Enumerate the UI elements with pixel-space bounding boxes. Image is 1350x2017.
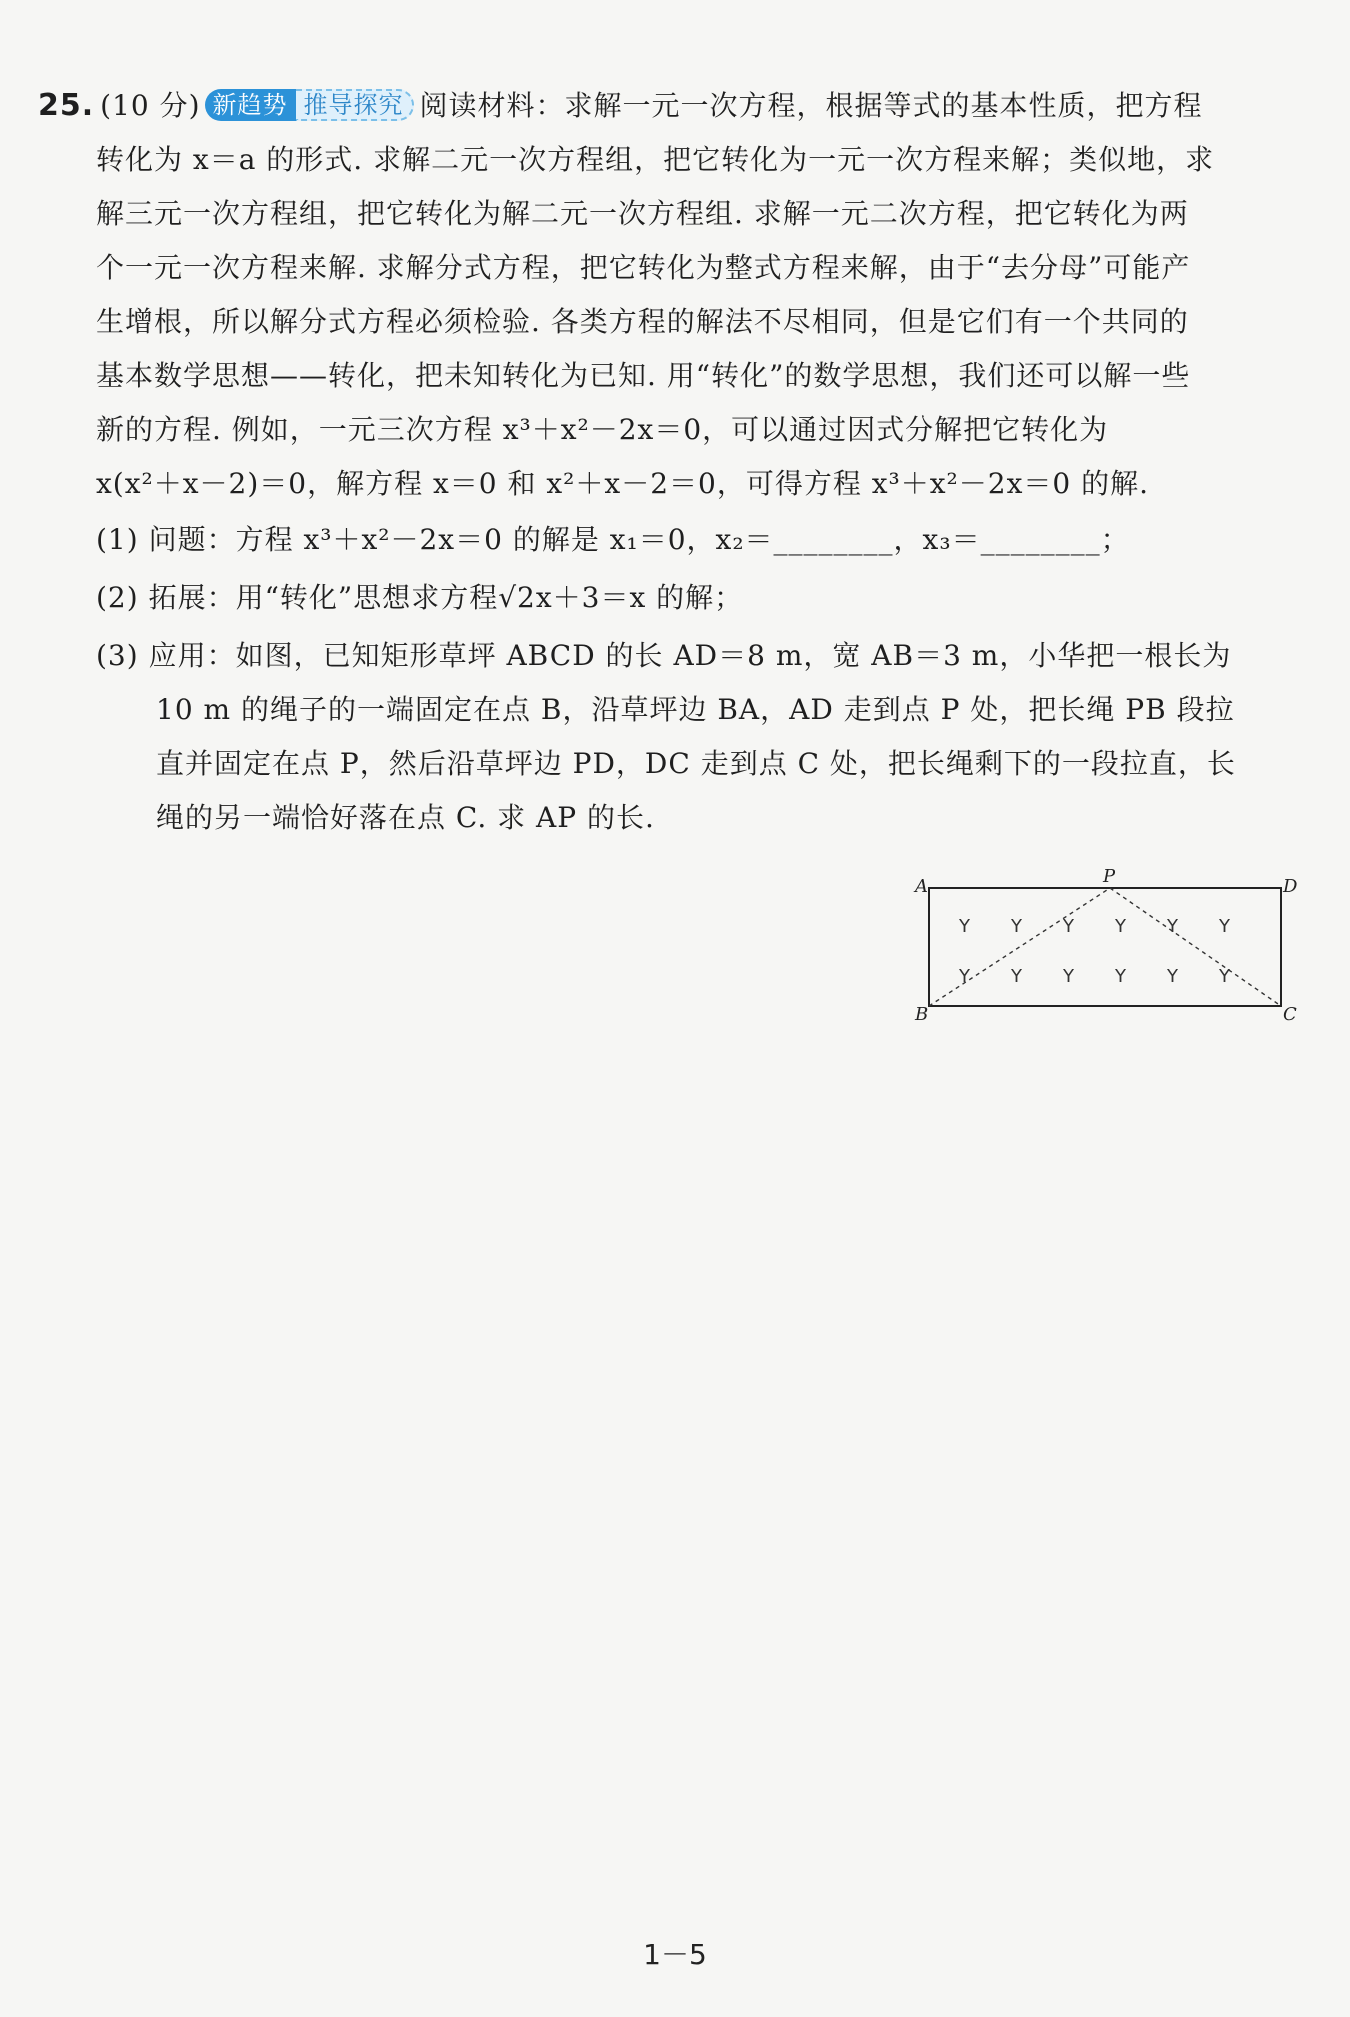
question-number: 25. (38, 88, 95, 123)
material-line-2: 转化为 x＝a 的形式. 求解二元一次方程组，把它转化为一元一次方程来解；类似地，求 (96, 143, 1215, 176)
material-line-4: 个一元一次方程来解. 求解分式方程，把它转化为整式方程来解，由于“去分母”可能产 (96, 251, 1191, 284)
part-3-line-1: (3) 应用：如图，已知矩形草坪 ABCD 的长 AD＝8 m，宽 AB＝3 m，小华把一根长为 (96, 639, 1232, 672)
lawn-diagram (915, 866, 1298, 1030)
material-line-5: 生增根，所以解分式方程必须检验. 各类方程的解法不尽相同，但是它们有一个共同的 (96, 305, 1189, 338)
grass-icon: Y (1011, 916, 1022, 937)
grass-icon: Y (1063, 916, 1074, 937)
rope-segment-bp (929, 888, 1110, 1006)
grass-symbols (958, 916, 1231, 987)
material-line-6: 基本数学思想——转化，把未知转化为已知. 用“转化”的数学思想，我们还可以解一些 (96, 359, 1191, 392)
grass-icon: Y (1167, 966, 1178, 987)
rectangle-abcd (929, 888, 1281, 1006)
grass-icon: Y (1167, 916, 1178, 937)
label-c: C (1283, 1004, 1297, 1025)
rope-segment-pc (1110, 888, 1281, 1006)
tag-derive-explore: 推导探究 (296, 89, 414, 121)
grass-icon: Y (1063, 966, 1074, 987)
material-line-7: 新的方程. 例如，一元三次方程 x³＋x²－2x＝0，可以通过因式分解把它转化为 (96, 413, 1109, 446)
grass-icon: Y (1219, 916, 1230, 937)
label-d: D (1283, 876, 1298, 897)
grass-icon: Y (1219, 966, 1230, 987)
part-3-line-3: 直并固定在点 P，然后沿草坪边 PD，DC 走到点 C 处，把长绳剩下的一段拉直，长 (156, 747, 1236, 780)
part-2-problem: (2) 拓展：用“转化”思想求方程√2x＋3＝x 的解； (96, 581, 744, 614)
label-p: P (1103, 866, 1116, 887)
part-3-line-2: 10 m 的绳子的一端固定在点 B，沿草坪边 BA，AD 走到点 P 处，把长绳 PB 段拉 (156, 693, 1235, 726)
question-header-line (38, 88, 1203, 124)
part-3-line-4: 绳的另一端恰好落在点 C. 求 AP 的长. (156, 801, 655, 834)
grass-icon: Y (959, 916, 970, 937)
tag-new-trend: 新趋势 (205, 89, 296, 121)
grass-icon: Y (1115, 966, 1126, 987)
material-line-3: 解三元一次方程组，把它转化为解二元一次方程组. 求解一元二次方程，把它转化为两 (96, 197, 1189, 230)
material-line-1: 阅读材料：求解一元一次方程，根据等式的基本性质，把方程 (419, 89, 1203, 122)
label-b: B (915, 1004, 929, 1025)
grass-icon: Y (1115, 916, 1126, 937)
lawn-rectangle-figure (915, 866, 1298, 1030)
question-score: (10 分) (100, 89, 201, 122)
part-1-problem: (1) 问题：方程 x³＋x²－2x＝0 的解是 x₁＝0，x₂＝________，x₃＝________； (96, 523, 1130, 556)
material-line-8: x(x²＋x－2)＝0，解方程 x＝0 和 x²＋x－2＝0，可得方程 x³＋x²－2x＝0 的解. (96, 467, 1149, 500)
grass-icon: Y (959, 966, 970, 987)
grass-icon: Y (1011, 966, 1022, 987)
label-a: A (915, 876, 928, 897)
page-number: 1－5 (643, 1938, 707, 1971)
